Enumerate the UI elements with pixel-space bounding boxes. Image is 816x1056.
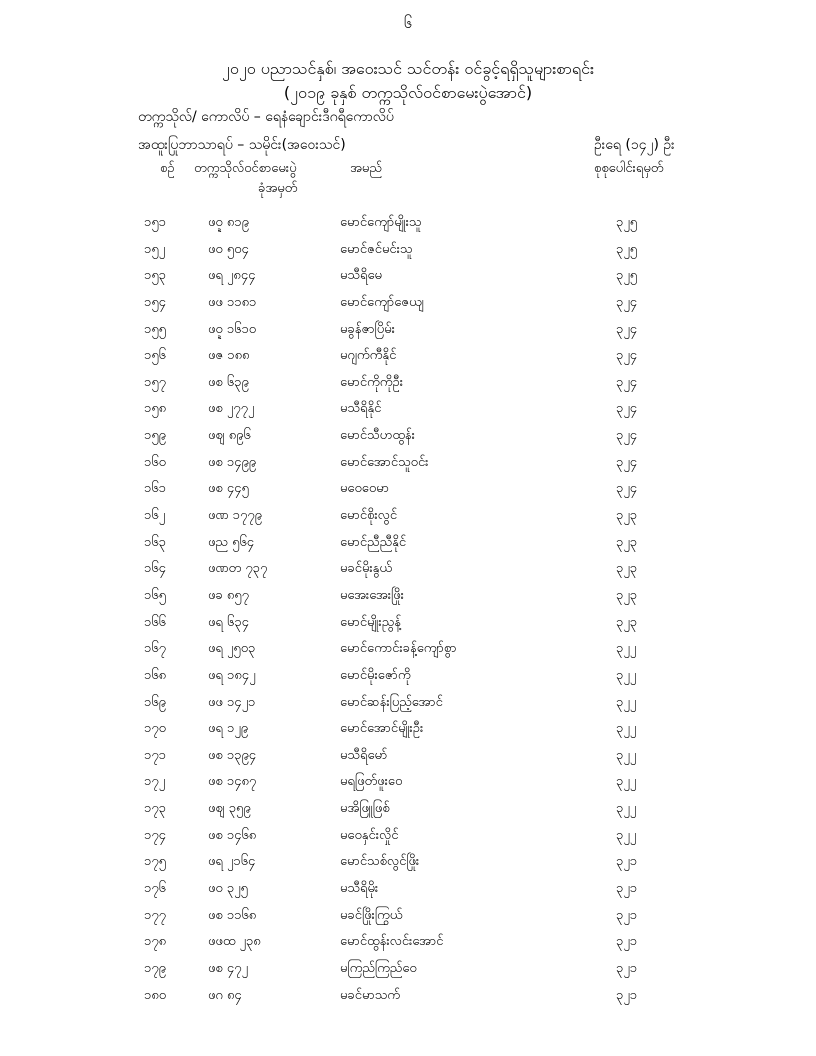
row-number: ၁၇၅ <box>144 854 166 870</box>
total-marks: ၃၂၄ <box>616 401 638 417</box>
table-row <box>0 263 816 290</box>
table-row <box>0 450 816 477</box>
row-number: ၁၇၈ <box>144 934 167 950</box>
table-row <box>0 237 816 264</box>
table-row <box>0 769 816 796</box>
table-row <box>0 823 816 850</box>
total-marks: ၃၂၂ <box>616 667 637 683</box>
row-number: ၁၆၆ <box>144 614 166 630</box>
table-row <box>0 716 816 743</box>
total-marks: ၃၂၂ <box>616 747 637 763</box>
roll-number: ဖဏ ၁၇၇၉ <box>208 508 262 524</box>
student-name: မောင်ညီညီနိုင် <box>340 534 407 550</box>
total-marks: ၃၂၂ <box>616 641 637 657</box>
total-marks: ၃၂၄ <box>616 294 638 310</box>
page-number: ၆ <box>403 14 413 32</box>
student-name: မသီရိမိုး <box>340 881 379 897</box>
total-marks: ၃၂၅ <box>616 268 638 284</box>
total-marks: ၃၂၃ <box>616 614 638 630</box>
roll-number: ဖစ ၆၃၉ <box>208 374 249 390</box>
total-marks: ၃၂၁ <box>616 987 638 1003</box>
roll-number: ဖဖ ၁၄၂၁ <box>208 694 256 710</box>
table-row <box>0 530 816 557</box>
roll-number: ဖရ ၂၁၆၄ <box>208 854 256 870</box>
table-row <box>0 929 816 956</box>
student-name: မောင်ဆန်းပြည့်အောင် <box>340 694 443 710</box>
total-marks: ၃၂၅ <box>616 241 638 257</box>
table-row <box>0 370 816 397</box>
row-number: ၁၅၂ <box>144 241 166 257</box>
roll-number: ဖဈ ၃၅၉ <box>208 801 251 817</box>
table-row <box>0 636 816 663</box>
roll-number: ဖရ ၆၃၄ <box>208 614 249 630</box>
row-number: ၁၆၀ <box>144 454 166 470</box>
student-name: မသီရိမော် <box>340 747 388 763</box>
student-name: မဂျက်ကီနိုင် <box>340 348 397 364</box>
row-number: ၁၆၈ <box>144 667 167 683</box>
row-number: ၁၅၃ <box>144 268 166 284</box>
total-count: ဦးရေ (၁၄၂) ဦး <box>594 137 675 153</box>
roll-number: ဖစ ၁၃၉၄ <box>208 747 257 763</box>
column-header-name: အမည် <box>350 161 382 176</box>
student-name: မောင်မျိုးညွန့် <box>340 614 401 630</box>
total-marks: ၃၂၄ <box>616 454 638 470</box>
roll-number: ဖစ ၂၇၇၂ <box>208 401 255 417</box>
table-row <box>0 903 816 930</box>
roll-number: ဖရ ၁၈၄၂ <box>208 667 256 683</box>
column-header-roll-sub: ခုံအမှတ် <box>258 181 298 196</box>
row-number: ၁၇၄ <box>144 827 166 843</box>
total-marks: ၃၂၁ <box>616 881 638 897</box>
student-name: မောင်ထွန်းလင်းအောင် <box>340 934 444 950</box>
student-name: မကြည်ကြည်ဝေ <box>340 960 417 976</box>
row-number: ၁၇၉ <box>144 960 166 976</box>
total-marks: ၃၂၂ <box>616 801 637 817</box>
row-number: ၁၇၂ <box>144 774 166 790</box>
student-name: မောင်မိုးဇော်ကို <box>340 667 411 683</box>
column-header-roll: တက္ကသိုလ်ဝင်စာမေးပွဲ <box>194 161 297 176</box>
table-row <box>0 876 816 903</box>
table-row <box>0 290 816 317</box>
table-row <box>0 210 816 237</box>
student-name: မဝေနှင်းလှိုင် <box>340 827 399 843</box>
table-row <box>0 610 816 637</box>
student-name: မအိဖြူဖြစ် <box>340 801 390 817</box>
total-marks: ၃၂၁ <box>616 907 638 923</box>
table-row <box>0 423 816 450</box>
roll-number: ဖည ၅၆၄ <box>208 534 255 550</box>
total-marks: ၃၂၂ <box>616 774 637 790</box>
total-marks: ၃၂၄ <box>616 374 638 390</box>
total-marks: ၃၂၄ <box>616 321 638 337</box>
total-marks: ၃၂၂ <box>616 721 637 737</box>
roll-number: ဖဇ ၁၈၈ <box>208 348 250 364</box>
row-number: ၁၅၆ <box>144 348 166 364</box>
row-number: ၁၇၇ <box>144 907 166 923</box>
roll-number: ဖဂ ၈၄ <box>208 987 242 1003</box>
row-number: ၁၈၀ <box>144 987 167 1003</box>
roll-number: ဖစ ၁၄၈၇ <box>208 774 257 790</box>
student-name: မောင်သီဟထွန်း <box>340 428 415 444</box>
student-name: မောင်ကောင်းခန့်ကျော်စွာ <box>340 641 457 657</box>
major-label: အထူးပြုဘာသာရပ် – သမိုင်း(အဝေးသင်) <box>138 137 346 153</box>
student-name: မောင်ကျော်ဇေယျ <box>340 294 424 310</box>
table-row <box>0 317 816 344</box>
total-marks: ၃၂၄ <box>616 348 638 364</box>
row-number: ၁၇၃ <box>144 801 166 817</box>
student-name: မောင်စိုးလွင် <box>340 508 398 524</box>
table-row <box>0 983 816 1010</box>
student-name: မသီရိနိုင် <box>340 401 382 417</box>
total-marks: ၃၂၂ <box>616 827 637 843</box>
table-row <box>0 796 816 823</box>
total-marks: ၃၂၁ <box>616 934 638 950</box>
roll-number: ဖဖထ ၂၃၈ <box>208 934 261 950</box>
roll-number: ဖစ ၄၄၅ <box>208 481 249 497</box>
student-list <box>0 210 816 1009</box>
table-row <box>0 343 816 370</box>
student-name: မောင်ကျော်မျိုးသူ <box>340 215 422 230</box>
roll-number: ဖဏတ ၇၃၇ <box>208 561 268 577</box>
row-number: ၁၅၁ <box>144 215 166 230</box>
student-name: မခင်မာသက် <box>340 987 401 1003</box>
table-row <box>0 956 816 983</box>
roll-number: ဖဖ ၁၁၈၁ <box>208 294 257 310</box>
row-number: ၁၆၅ <box>144 587 166 603</box>
total-marks: ၃၂၃ <box>616 534 638 550</box>
roll-number: ဖစ ၁၄၉၉ <box>208 454 257 470</box>
table-row <box>0 503 816 530</box>
roll-number: ဖဝ္ဍ ၈၁၉ <box>208 215 249 230</box>
table-row <box>0 583 816 610</box>
student-name: မဝေဝေမာ <box>340 481 389 497</box>
row-number: ၁၆၁ <box>144 481 166 497</box>
university-label: တက္ကသိုလ်/ ကောလိပ် – ရေနံချောင်းဒီဂရီကောလိပ် <box>138 109 394 125</box>
student-name: မခွန်ဇာပြိမ်း <box>340 321 395 337</box>
total-marks: ၃၂၄ <box>616 481 638 497</box>
roll-number: ဖစ ၄၇၂ <box>208 960 248 976</box>
student-name: မရဖြတ်ဖူးဝေ <box>340 774 403 790</box>
total-marks: ၃၂၃ <box>616 587 638 603</box>
student-name: မခင်ဖြိုးကြွယ် <box>340 907 403 923</box>
table-row <box>0 849 816 876</box>
student-name: မောင်အောင်သူဝင်း <box>340 454 429 470</box>
table-row <box>0 396 816 423</box>
column-header-no: စဉ် <box>160 161 175 176</box>
roll-number: ဖစ ၁၄၆၈ <box>208 827 257 843</box>
row-number: ၁၇၁ <box>144 747 166 763</box>
roll-number: ဖဝ္ဍ ၁၆၁၀ <box>208 321 257 337</box>
table-row <box>0 556 816 583</box>
total-marks: ၃၂၁ <box>616 960 638 976</box>
row-number: ၁၅၅ <box>144 321 166 337</box>
row-number: ၁၆၄ <box>144 561 166 577</box>
row-number: ၁၅၉ <box>144 428 166 444</box>
roll-number: ဖရ ၂၅၀၃ <box>208 641 256 657</box>
table-row <box>0 476 816 503</box>
student-name: မသီရိမေ <box>340 268 382 284</box>
total-marks: ၃၂၄ <box>616 428 638 444</box>
document-title: ၂၀၂၀ ပညာသင်နှစ်၊ အဝေးသင် သင်တန်း ဝင်ခွင့်ရရှိသူများစာရင်း <box>222 59 594 78</box>
student-name: မောင်အောင်မျိုးဦး <box>340 721 424 737</box>
table-row <box>0 743 816 770</box>
row-number: ၁၅၇ <box>144 374 166 390</box>
student-name: မောင်ကိုကိုဦး <box>340 374 403 390</box>
total-marks: ၃၂၅ <box>616 215 638 230</box>
row-number: ၁၅၄ <box>144 294 166 310</box>
row-number: ၁၅၈ <box>144 401 167 417</box>
row-number: ၁၆၃ <box>144 534 166 550</box>
row-number: ၁၇၀ <box>144 721 166 737</box>
roll-number: ဖဈ ၈၉၆ <box>208 428 251 444</box>
student-name: မောင်ဇင်မင်းသူ <box>340 241 413 257</box>
total-marks: ၃၂၃ <box>616 508 638 524</box>
roll-number: ဖဝ ၅၀၄ <box>208 241 249 257</box>
table-row <box>0 663 816 690</box>
student-name: မောင်သစ်လွင်ဖြိုး <box>340 854 420 870</box>
total-marks: ၃၂၂ <box>616 694 637 710</box>
total-marks: ၃၂၃ <box>616 561 638 577</box>
roll-number: ဖခ ၈၅၇ <box>208 587 249 603</box>
student-name: မအေးအေးဖြိုး <box>340 587 404 603</box>
roll-number: ဖဝ ၃၂၅ <box>208 881 248 897</box>
row-number: ၁၇၆ <box>144 881 166 897</box>
row-number: ၁၆၇ <box>144 641 166 657</box>
column-header-marks: စုစုပေါင်းရမှတ် <box>594 161 664 176</box>
row-number: ၁၆၂ <box>144 508 166 524</box>
roll-number: ဖစ ၁၁၆၈ <box>208 907 257 923</box>
total-marks: ၃၂၁ <box>616 854 638 870</box>
student-name: မခင်မိုးနွယ် <box>340 561 393 577</box>
row-number: ၁၆၉ <box>144 694 166 710</box>
roll-number: ဖရ ၁၂၉ <box>208 721 249 737</box>
table-row <box>0 690 816 717</box>
document-subtitle: (၂၀၁၉ ခုနှစ် တက္ကသိုလ်ဝင်စာမေးပွဲအောင်) <box>283 83 533 102</box>
roll-number: ဖရ ၂၈၄၄ <box>208 268 256 284</box>
